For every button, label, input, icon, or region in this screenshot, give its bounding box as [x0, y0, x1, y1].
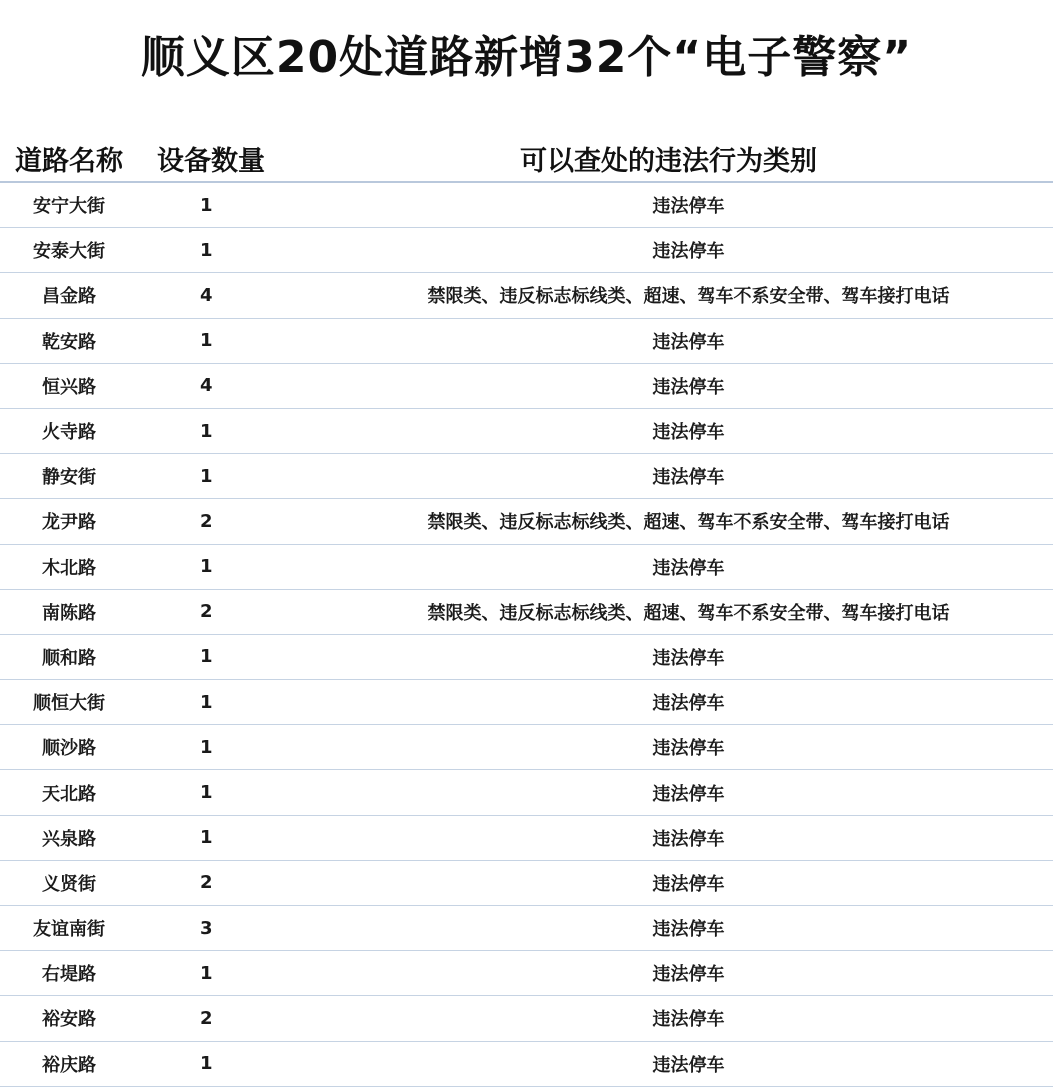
- road-name-cell: 裕庆路: [42, 1054, 96, 1076]
- violation-types-cell: 违法停车: [652, 828, 725, 850]
- device-count-cell: 1: [200, 736, 213, 758]
- road-name-cell: 静安街: [42, 467, 96, 489]
- table-row: [0, 635, 1053, 680]
- device-count-cell: 1: [200, 782, 213, 804]
- violation-types-cell: 违法停车: [652, 1009, 725, 1031]
- violation-types-cell: 违法停车: [652, 241, 725, 263]
- table-row: [0, 454, 1053, 499]
- device-count-cell: 1: [200, 465, 213, 487]
- road-name-cell: 天北路: [42, 783, 96, 805]
- violation-types-cell: 违法停车: [652, 647, 725, 669]
- road-name-cell: 昌金路: [42, 286, 96, 308]
- table-row: [0, 1042, 1053, 1087]
- road-name-cell: 友谊南街: [33, 919, 105, 941]
- violation-types-cell: 违法停车: [652, 1054, 725, 1076]
- road-name-cell: 龙尹路: [42, 512, 96, 534]
- header-road-name: 道路名称: [15, 146, 123, 177]
- violation-types-cell: 违法停车: [652, 873, 725, 895]
- table-row: [0, 319, 1053, 364]
- road-name-cell: 安泰大街: [33, 241, 105, 263]
- table-row: [0, 951, 1053, 996]
- device-count-cell: 1: [200, 556, 213, 578]
- device-count-cell: 1: [200, 420, 213, 442]
- device-count-cell: 1: [200, 646, 213, 668]
- device-count-cell: 3: [200, 917, 213, 939]
- table-row: [0, 680, 1053, 725]
- table-row: [0, 228, 1053, 273]
- road-name-cell: 裕安路: [42, 1009, 96, 1031]
- device-count-cell: 2: [200, 872, 213, 894]
- violation-types-cell: 违法停车: [652, 919, 725, 941]
- road-name-cell: 顺和路: [42, 647, 96, 669]
- road-name-cell: 火寺路: [42, 422, 96, 444]
- table-row: [0, 996, 1053, 1041]
- table-row: [0, 183, 1053, 228]
- device-count-cell: 1: [200, 239, 213, 261]
- violation-types-cell: 违法停车: [652, 467, 725, 489]
- road-name-cell: 乾安路: [42, 331, 96, 353]
- violation-types-cell: 违法停车: [652, 196, 725, 218]
- road-name-cell: 顺沙路: [42, 738, 96, 760]
- table-body: [0, 183, 1053, 1087]
- road-name-cell: 顺恒大街: [33, 693, 105, 715]
- table-row: [0, 273, 1053, 318]
- violation-types-cell: 违法停车: [652, 422, 725, 444]
- device-count-cell: 2: [200, 601, 213, 623]
- violations-table: [0, 136, 1053, 1087]
- table-row: [0, 816, 1053, 861]
- device-count-cell: 1: [200, 827, 213, 849]
- violation-types-cell: 违法停车: [652, 331, 725, 353]
- violation-types-cell: 禁限类、违反标志标线类、超速、驾车不系安全带、驾车接打电话: [427, 602, 950, 624]
- table-row: [0, 861, 1053, 906]
- table-header: [0, 136, 1053, 183]
- header-device-count: 设备数量: [157, 146, 265, 177]
- violation-types-cell: 禁限类、违反标志标线类、超速、驾车不系安全带、驾车接打电话: [427, 286, 950, 308]
- table-row: [0, 364, 1053, 409]
- violation-types-cell: 违法停车: [652, 964, 725, 986]
- violation-types-cell: 违法停车: [652, 738, 725, 760]
- road-name-cell: 南陈路: [42, 602, 96, 624]
- device-count-cell: 1: [200, 194, 213, 216]
- road-name-cell: 右堤路: [42, 964, 96, 986]
- road-name-cell: 恒兴路: [42, 376, 96, 398]
- table-row: [0, 906, 1053, 951]
- device-count-cell: 2: [200, 510, 213, 532]
- table-row: [0, 499, 1053, 544]
- device-count-cell: 2: [200, 1007, 213, 1029]
- table-row: [0, 770, 1053, 815]
- road-name-cell: 木北路: [42, 557, 96, 579]
- violation-types-cell: 违法停车: [652, 693, 725, 715]
- device-count-cell: 4: [200, 284, 213, 306]
- road-name-cell: 安宁大街: [33, 196, 105, 218]
- road-name-cell: 义贤街: [42, 873, 96, 895]
- device-count-cell: 1: [200, 330, 213, 352]
- device-count-cell: 1: [200, 962, 213, 984]
- violation-types-cell: 违法停车: [652, 557, 725, 579]
- road-name-cell: 兴泉路: [42, 828, 96, 850]
- device-count-cell: 1: [200, 691, 213, 713]
- table-row: [0, 590, 1053, 635]
- violation-types-cell: 违法停车: [652, 783, 725, 805]
- violation-types-cell: 违法停车: [652, 376, 725, 398]
- violation-types-cell: 禁限类、违反标志标线类、超速、驾车不系安全带、驾车接打电话: [427, 512, 950, 534]
- device-count-cell: 4: [200, 375, 213, 397]
- table-row: [0, 409, 1053, 454]
- table-row: [0, 725, 1053, 770]
- header-violation-types: 可以查处的违法行为类别: [520, 146, 817, 177]
- device-count-cell: 1: [200, 1053, 213, 1075]
- page-title: 顺义区20处道路新增32个“电子警察”: [140, 32, 913, 83]
- table-row: [0, 545, 1053, 590]
